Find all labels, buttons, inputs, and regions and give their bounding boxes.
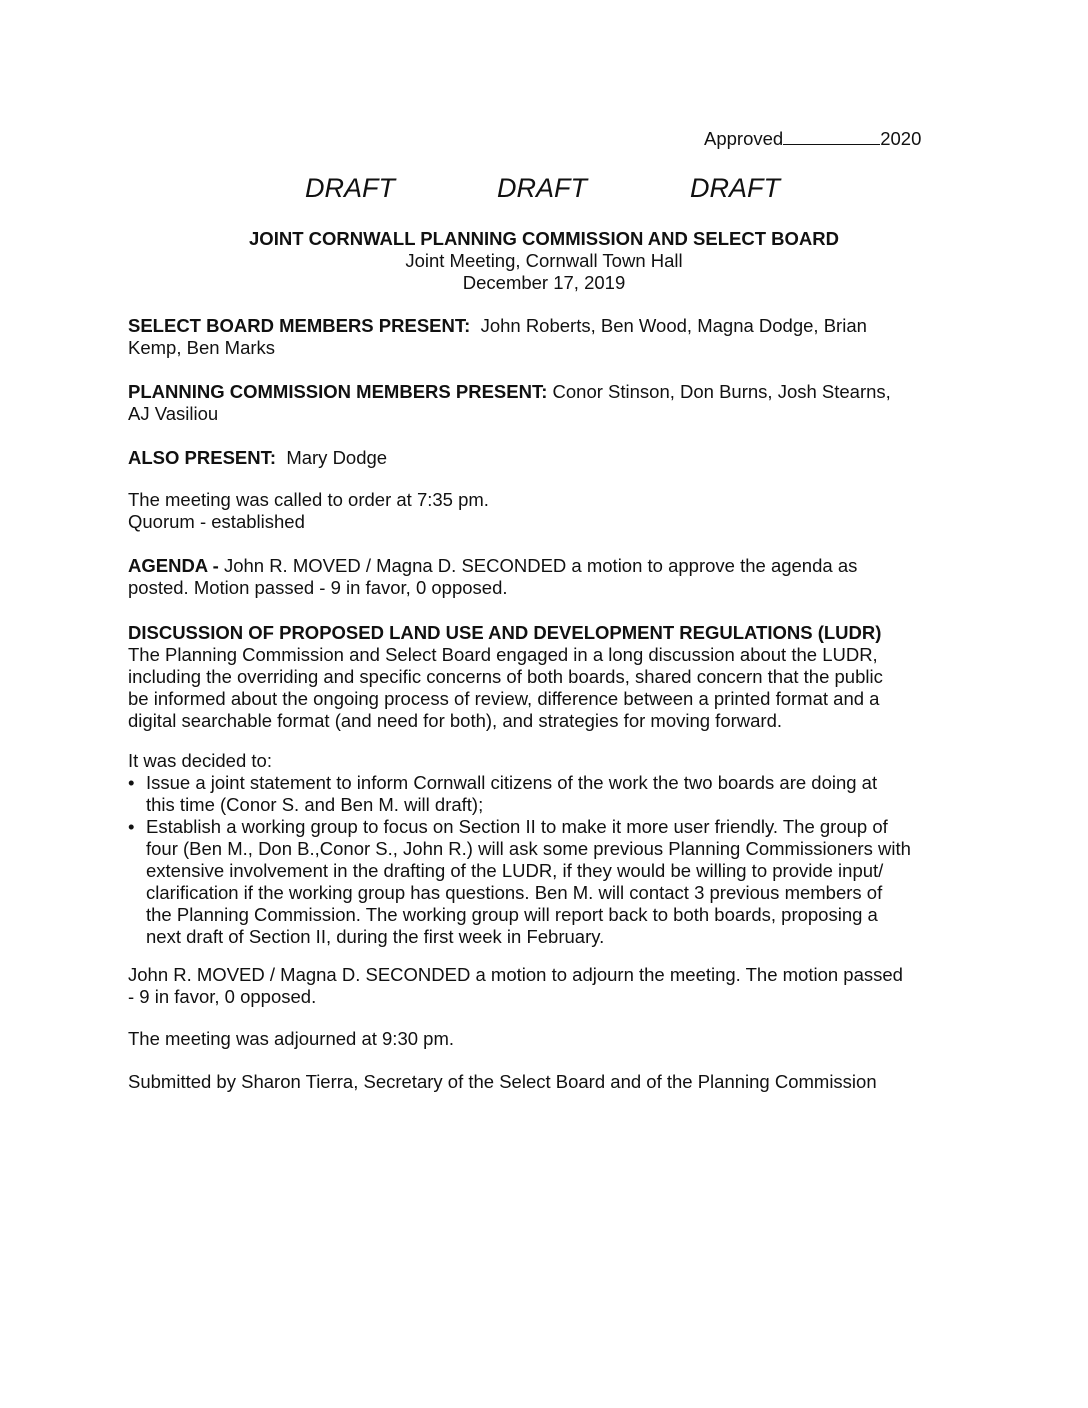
planning-commission-section: [128, 381, 960, 425]
select-board-members-cont: Kemp, Ben Marks: [128, 337, 276, 358]
adjourn-motion-line-1: John R. MOVED / Magna D. SECONDED a motion to adjourn the meeting. The motion passed: [128, 964, 903, 985]
decided-item-line: this time (Conor S. and Ben M. will draft);: [146, 794, 484, 815]
submitted-line: Submitted by Sharon Tierra, Secretary of the Select Board and of the Planning Commission: [128, 1071, 877, 1092]
quorum-line: Quorum - established: [128, 511, 305, 532]
decided-item: [128, 816, 960, 948]
select-board-section: [128, 315, 960, 359]
call-to-order-section: [128, 489, 960, 533]
bullet-icon: •: [128, 772, 135, 793]
select-board-label: SELECT BOARD MEMBERS PRESENT:: [128, 315, 471, 336]
meeting-date: December 17, 2019: [462, 272, 626, 293]
decided-item-line: the Planning Commission. The working group will report back to both boards, proposing a: [146, 904, 878, 925]
planning-commission-label: PLANNING COMMISSION MEMBERS PRESENT:: [128, 381, 548, 402]
approved-label: Approved: [704, 128, 784, 149]
document-header: [128, 228, 960, 294]
decided-item-line: Establish a working group to focus on Section II to make it more user friendly. The group of: [146, 816, 888, 837]
decided-section: [128, 750, 960, 948]
approved-year: 2020: [880, 128, 922, 149]
document-subtitle: Joint Meeting, Cornwall Town Hall: [405, 250, 683, 271]
decided-item-line: next draft of Section II, during the first week in February.: [146, 926, 605, 947]
call-to-order-line: The meeting was called to order at 7:35 pm.: [128, 489, 489, 510]
discussion-line: including the overriding and specific concerns of both boards, shared concern that the public: [128, 666, 883, 687]
adjourned-line: The meeting was adjourned at 9:30 pm.: [128, 1028, 454, 1049]
also-present-names: Mary Dodge: [286, 447, 388, 468]
adjourn-motion-line-2: - 9 in favor, 0 opposed.: [128, 986, 317, 1007]
also-present-section: [128, 447, 960, 469]
decided-intro: It was decided to:: [128, 750, 272, 771]
agenda-label: AGENDA -: [128, 555, 219, 576]
discussion-line: The Planning Commission and Select Board engaged in a long discussion about the LUDR,: [128, 644, 878, 665]
planning-commission-members: Conor Stinson, Don Burns, Josh Stearns,: [552, 381, 891, 402]
decided-list: [128, 772, 960, 948]
agenda-line-1: John R. MOVED / Magna D. SECONDED a motion to approve the agenda as: [223, 555, 858, 576]
draft-mark-2: DRAFT: [497, 173, 587, 203]
document-title: JOINT CORNWALL PLANNING COMMISSION AND SELECT BOARD: [249, 228, 839, 249]
agenda-section: [128, 555, 960, 599]
decided-item-line: four (Ben M., Don B.,Conor S., John R.) will ask some previous Planning Commissioners with: [146, 838, 911, 859]
approved-line: [704, 128, 921, 150]
select-board-members: John Roberts, Ben Wood, Magna Dodge, Brian: [480, 315, 867, 336]
adjourn-motion-section: [128, 964, 960, 1008]
draft-mark-1: DRAFT: [305, 173, 395, 203]
planning-commission-members-cont: AJ Vasiliou: [128, 403, 219, 424]
decided-item-line: clarification if the working group has questions. Ben M. will contact 3 previous members of: [146, 882, 883, 903]
decided-item-line: Issue a joint statement to inform Cornwall citizens of the work the two boards are doing at: [146, 772, 878, 793]
also-present-label: ALSO PRESENT:: [128, 447, 277, 468]
discussion-heading: DISCUSSION OF PROPOSED LAND USE AND DEVELOPMENT REGULATIONS (LUDR): [128, 622, 882, 643]
decided-item: [128, 772, 960, 816]
draft-mark-3: DRAFT: [690, 173, 780, 203]
discussion-line: be informed about the ongoing process of review, difference between a printed format and a: [128, 688, 880, 709]
decided-item-line: extensive involvement in the drafting of the LUDR, if they would be willing to provide input/: [146, 860, 884, 881]
approved-blank: [783, 128, 880, 145]
discussion-line: digital searchable format (and need for both), and strategies for moving forward.: [128, 710, 783, 731]
agenda-line-2: posted. Motion passed - 9 in favor, 0 opposed.: [128, 577, 508, 598]
bullet-icon: •: [128, 816, 135, 837]
discussion-section: [128, 622, 960, 732]
